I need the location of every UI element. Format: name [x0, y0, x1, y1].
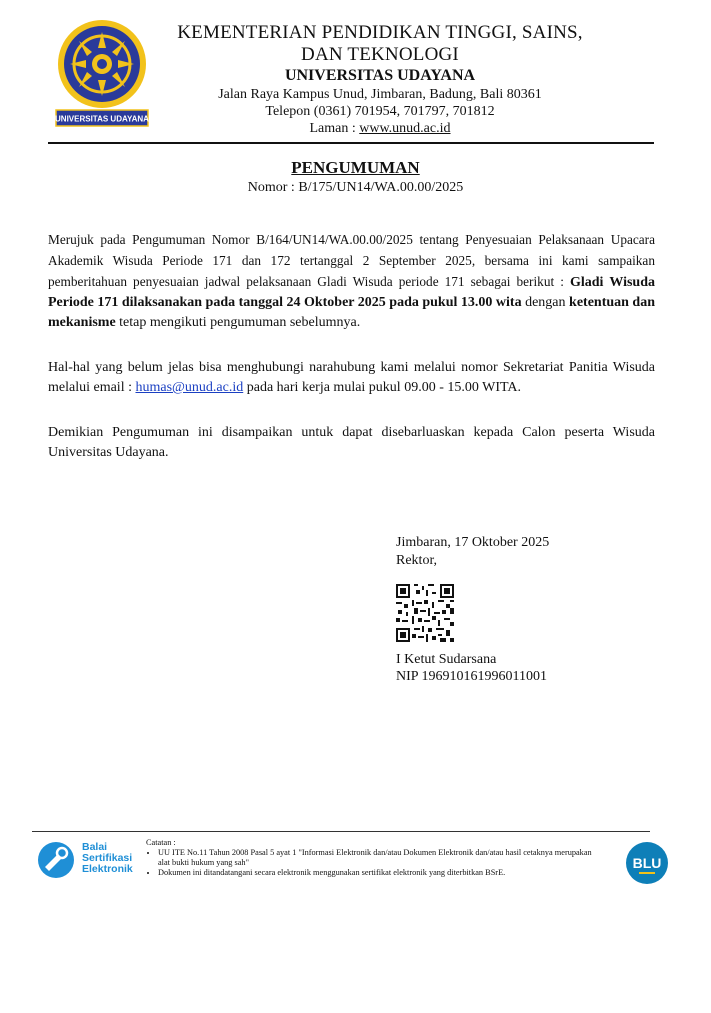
note-item: • UU ITE No.11 Tahun 2008 Pasal 5 ayat 1 "Informasi Elektronik dan/atau Dokumen Elektronik dan/atau hasil cetaknya merupakan alat bukti hukum yang sah" — [158, 848, 596, 868]
document-title: PENGUMUMAN — [291, 158, 420, 177]
footer-notes — [146, 838, 596, 878]
paragraph-2: Hal-hal yang belum jelas bisa menghubungi narahubung kami melalui nomor Sekretariat Panitia Wisuda melalui email : humas@unud.ac.id pada hari kerja mulai pukul 09.00 - 15.00 WITA. — [48, 360, 655, 395]
paragraph-1: Merujuk pada Pengumuman Nomor B/164/UN14/WA.00.00/2025 tentang Penyesuaian Pelaksanaan Upacara Akademik Wisuda Periode 171 dan 172 tertanggal 2 September 2025, bersama ini kami sampaikan pemberitahuan penyesuaian jadwal pelaksanaan Gladi Wisuda periode 171 sebagai berikut : Gladi Wisuda Periode 171 dilaksanakan pada tanggal 24 Oktober 2025 pada pukul 13.00 wita dengan ketentuan dan mekanisme tetap mengikuti pengumuman sebelumnya. — [48, 232, 656, 330]
paragraph-3: Demikian Pengumuman ini disampaikan untuk dapat disebarluaskan kepada Calon peserta Wisuda Universitas Udayana. — [48, 425, 655, 460]
bsre-logo-text: Balai Sertifikasi Elektronik — [82, 841, 133, 875]
signer-position: Rektor, — [396, 553, 438, 568]
document-number: Nomor : B/175/UN14/WA.00.00/2025 — [247, 180, 464, 195]
address-line: Jalan Raya Kampus Unud, Jimbaran, Badung, Bali 80361 — [218, 87, 542, 102]
footer-divider — [32, 831, 650, 832]
signer-nip: NIP 196910161996011001 — [396, 669, 548, 684]
university-address — [160, 86, 600, 137]
signer-name: I Ketut Sudarsana — [396, 652, 497, 667]
place-date: Jimbaran, 17 Oktober 2025 — [396, 535, 550, 550]
header-divider — [48, 142, 654, 144]
website-link[interactable]: www.unud.ac.id — [359, 121, 451, 136]
notes-title: Catatan : — [146, 838, 176, 847]
logo-text: UNIVERSITAS UDAYANA — [55, 114, 149, 124]
note-item: • Dokumen ini ditandatangani secara elektronik menggunakan sertifikat elektronik yang diterbitkan BSrE. — [158, 868, 596, 878]
website-line: Laman : www.unud.ac.id — [309, 121, 451, 136]
ministry-name: KEMENTERIAN PENDIDIKAN TINGGI, SAINS, DAN TEKNOLOGI — [177, 22, 583, 65]
phone-line: Telepon (0361) 701954, 701797, 701812 — [265, 104, 495, 119]
bsre-logo-icon — [36, 840, 76, 880]
blu-text: BLU — [632, 855, 662, 871]
university-name: UNIVERSITAS UDAYANA — [284, 67, 476, 84]
email-link[interactable]: humas@unud.ac.id — [135, 380, 244, 395]
blu-logo — [625, 841, 669, 885]
university-logo — [52, 18, 152, 128]
qr-code — [396, 584, 454, 642]
